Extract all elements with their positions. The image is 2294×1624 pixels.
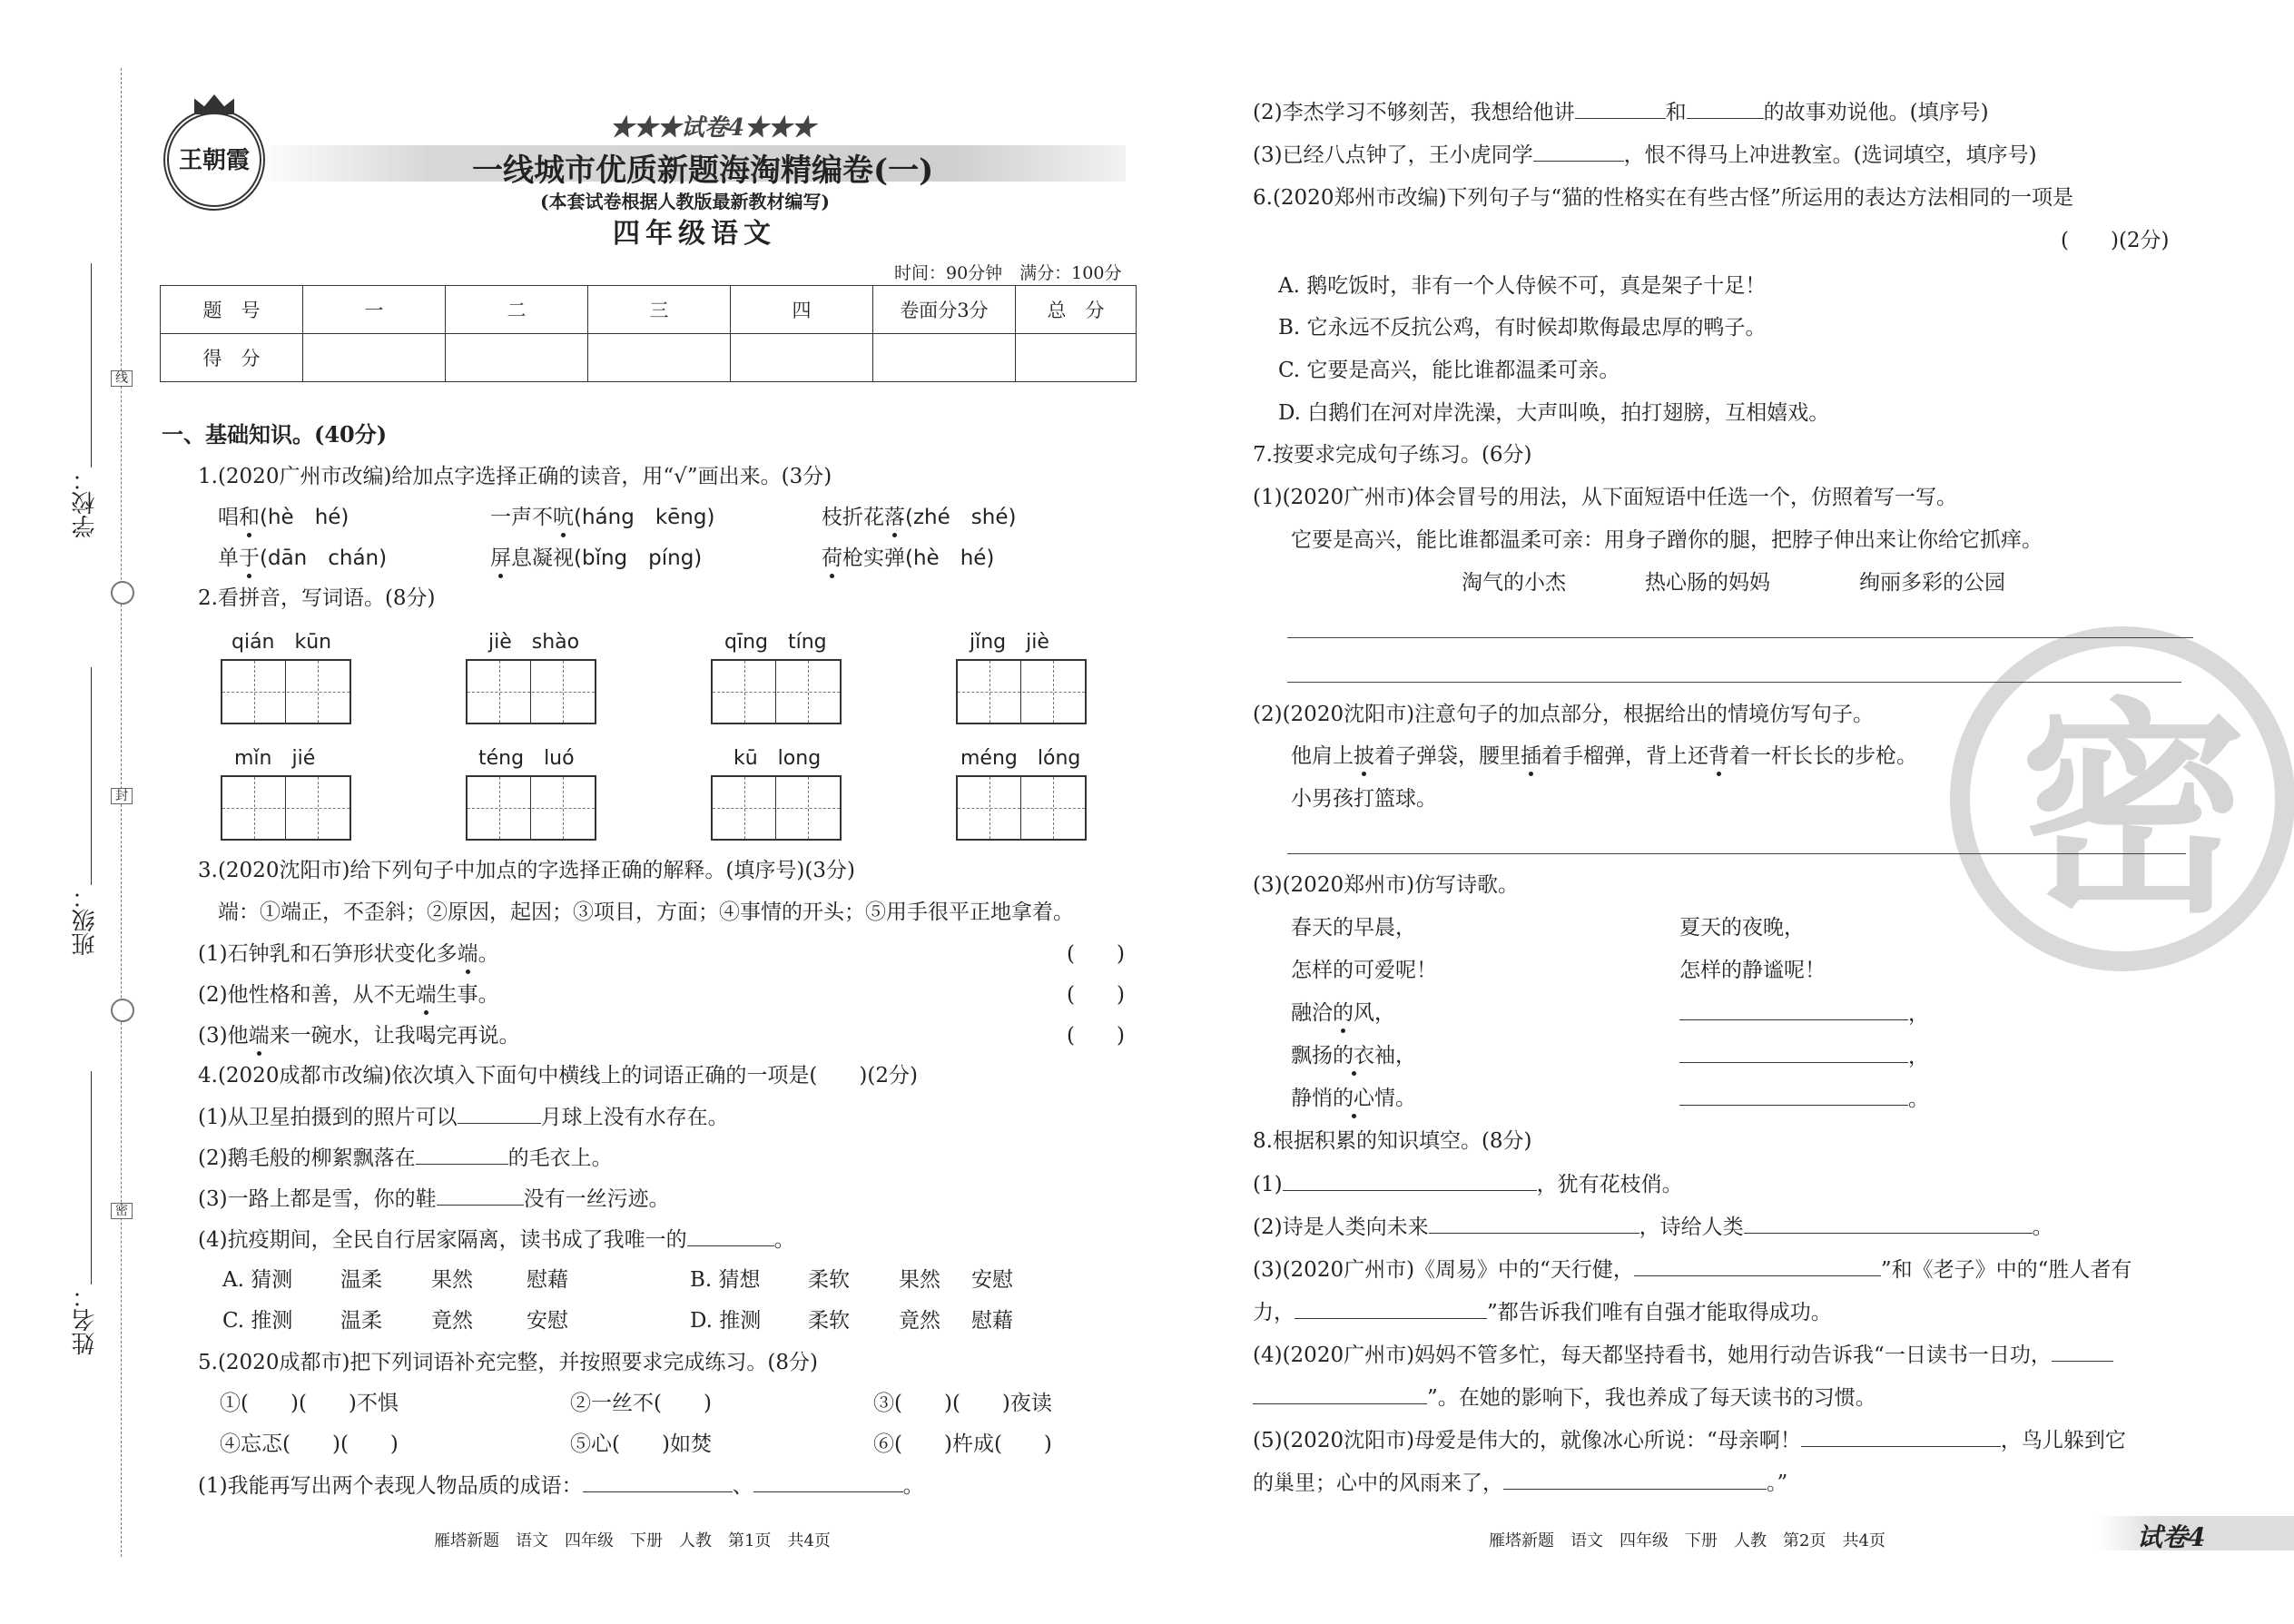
- fill-blank[interactable]: [583, 1471, 733, 1492]
- q4-stem: 4.(2020成都市改编)依次填入下面句中横线上的词语正确的一项是( )(2分): [198, 1064, 918, 1088]
- score-label-cell: 得 分: [161, 334, 303, 382]
- paper-subject: 四年级语文: [613, 218, 776, 250]
- q4-option[interactable]: D. 推测 柔软 竟然 慰藉: [690, 1309, 1013, 1333]
- q6-option[interactable]: D. 白鹅们在河对岸洗澡，大声叫唤，拍打翅膀，互相嬉戏。: [1278, 401, 1830, 425]
- writing-grid[interactable]: [711, 659, 842, 724]
- poem-line: 夏天的夜晚，: [1679, 916, 1805, 940]
- q3-item: (1)石钟乳和石笋形状变化多端。: [198, 942, 499, 966]
- q3-item: (2)他性格和善，从不无端生事。: [198, 983, 499, 1007]
- q7-sub2-prompt: 小男孩打篮球。: [1291, 787, 1437, 811]
- score-table-row: [161, 334, 1137, 382]
- poem-fill-line: 。: [1679, 1085, 1929, 1113]
- crown-icon: [194, 94, 234, 114]
- binding-tag-feng: 封: [111, 788, 133, 804]
- score-header-cell: 一: [303, 286, 446, 334]
- fill-blank[interactable]: [687, 1225, 774, 1246]
- school-label: 学校：: [72, 468, 99, 538]
- fill-blank[interactable]: [437, 1185, 524, 1206]
- score-input-cell[interactable]: [303, 334, 446, 382]
- q8-item: 的巢里；心中的风雨来了， 。”: [1253, 1469, 1787, 1497]
- pinyin-label: qīng tíng: [724, 631, 827, 654]
- q8-item: (4)(2020广州市)妈妈不管多忙，每天都坚持看书，她用行动告诉我“一日读书一日功，: [1253, 1341, 2113, 1369]
- q8-item: (3)(2020广州市)《周易》中的“天行健， ”和《老子》中的“胜人者有: [1253, 1255, 2132, 1284]
- q5-sub1: (1)我能再写出两个表现人物品质的成语： 、 。: [198, 1471, 924, 1500]
- q8-stem: 8.根据积累的知识填空。(8分): [1253, 1129, 1532, 1153]
- q6-stem: 6.(2020郑州市改编)下列句子与“猫的性格实在有些古怪”所运用的表达方法相同的一项是: [1253, 186, 2073, 210]
- q8-item: (1) ，犹有花枝俏。: [1253, 1170, 1683, 1198]
- fill-blank[interactable]: [753, 1471, 903, 1492]
- q4-option[interactable]: B. 猜想 柔软 果然 安慰: [690, 1268, 1013, 1292]
- corner-tag-text: 试卷4: [2137, 1522, 2206, 1552]
- poem-line: 静悄的心情。: [1291, 1087, 1416, 1110]
- q5-item[interactable]: ⑥( )杵成( ): [873, 1432, 1052, 1456]
- q8-item: ”。在她的影响下，我也养成了每天读书的习惯。: [1253, 1383, 1876, 1412]
- q7-sub2-example: 他肩上披着子弹袋，腰里插着手榴弹，背上还背着一杆长长的步枪。: [1291, 744, 1917, 768]
- corner-tag: [2097, 1516, 2294, 1550]
- q7-sub1-example: 它要是高兴，能比谁都温柔可亲：用身子蹭你的腿，把脖子伸出来让你给它抓痒。: [1291, 528, 2043, 552]
- school-field[interactable]: [91, 263, 92, 468]
- q7-sub3: (3)(2020郑州市)仿写诗歌。: [1253, 873, 1520, 897]
- answer-paren[interactable]: ( ): [1067, 1024, 1125, 1048]
- score-input-cell[interactable]: [1016, 334, 1137, 382]
- binding-ornament-icon: [111, 581, 134, 605]
- stamp-char: 密: [2020, 676, 2247, 943]
- fill-blank[interactable]: [1295, 1298, 1487, 1319]
- fill-blank[interactable]: [1634, 1255, 1881, 1276]
- pinyin-label: mǐn jié: [234, 747, 316, 770]
- score-input-cell[interactable]: [446, 334, 588, 382]
- q5-item[interactable]: ②一丝不( ): [570, 1392, 712, 1415]
- class-label: 班级：: [72, 885, 99, 956]
- fill-blank[interactable]: [1253, 1383, 1427, 1404]
- score-header-cell: 题 号: [161, 286, 303, 334]
- pinyin-label: jǐng jiè: [970, 631, 1049, 654]
- q5-item[interactable]: ③( )( )夜读: [873, 1392, 1052, 1415]
- q7-sub2: (2)(2020沈阳市)注意句子的加点部分，根据给出的情境仿写句子。: [1253, 703, 1875, 726]
- header-logo: [163, 109, 265, 211]
- writing-grid[interactable]: [711, 775, 842, 841]
- answer-paren[interactable]: ( ): [1067, 942, 1125, 966]
- q1-item: 唱和(hè hé): [218, 506, 350, 529]
- writing-grid[interactable]: [221, 775, 351, 841]
- poem-line: 飘扬的衣袖，: [1291, 1044, 1416, 1068]
- q7-choice: 热心肠的妈妈: [1645, 571, 1770, 595]
- q5-item[interactable]: ④忘忑( )( ): [220, 1432, 399, 1456]
- pinyin-label: téng luó: [478, 747, 575, 770]
- q6-option[interactable]: B. 它永远不反抗公鸡，有时候却欺侮最忠厚的鸭子。: [1278, 316, 1767, 340]
- q6-score[interactable]: ( )(2分): [2061, 229, 2170, 252]
- score-header-cell: 二: [446, 286, 588, 334]
- q4-item: (1)从卫星拍摄到的照片可以 月球上没有水存在。: [198, 1103, 729, 1131]
- paper-number: ★★★试卷4★★★: [610, 114, 816, 142]
- score-header-cell: 三: [588, 286, 731, 334]
- paper-title: 一线城市优质新题海淘精编卷(一): [472, 153, 934, 189]
- name-label: 姓名：: [72, 1284, 99, 1355]
- q4-option[interactable]: C. 推测 温柔 竟然 安慰: [222, 1309, 568, 1333]
- fill-blank[interactable]: [2052, 1341, 2113, 1362]
- q1-stem: 1.(2020广州市改编)给加点字选择正确的读音，用“√”画出来。(3分): [198, 465, 832, 488]
- fill-blank[interactable]: [1679, 999, 1908, 1020]
- poem-line: 春天的早晨，: [1291, 916, 1416, 940]
- fill-blank[interactable]: [1679, 1042, 1908, 1063]
- q3-item: (3)他端来一碗水，让我喝完再说。: [198, 1024, 520, 1048]
- q6-option[interactable]: A. 鹅吃饭时，非有一个人侍候不可，真是架子十足！: [1278, 274, 1767, 298]
- writing-grid[interactable]: [956, 775, 1087, 841]
- score-table-header-row: [161, 286, 1137, 334]
- fill-blank[interactable]: [458, 1103, 541, 1124]
- class-field[interactable]: [91, 667, 92, 885]
- binding-tag-xian: 线: [111, 370, 133, 387]
- q6-option[interactable]: C. 它要是高兴，能比谁都温柔可亲。: [1278, 359, 1620, 382]
- fill-blank[interactable]: [416, 1144, 508, 1165]
- poem-line: 怎样的可爱呢！: [1291, 959, 1437, 982]
- q5-sub3: (3)已经八点钟了，王小虎同学 ，恨不得马上冲进教室。(选词填空，填序号): [1253, 141, 2037, 169]
- fill-blank[interactable]: [1687, 98, 1764, 119]
- writing-grid[interactable]: [466, 775, 596, 841]
- q7-sub1: (1)(2020广州市)体会冒号的用法，从下面短语中任选一个，仿照着写一写。: [1253, 486, 1958, 509]
- answer-line[interactable]: [1287, 637, 2193, 638]
- score-input-cell[interactable]: [873, 334, 1016, 382]
- poem-line: 怎样的静谧呢！: [1679, 959, 1826, 982]
- section1-title: 一、基础知识。(40分): [162, 421, 388, 448]
- q4-item: (2)鹅毛般的柳絮飘落在 的毛衣上。: [198, 1144, 613, 1172]
- secret-stamp-watermark: [1950, 626, 2294, 971]
- q8-item: (2)诗是人类向未来 ，诗给人类 。: [1253, 1213, 2053, 1241]
- q7-stem: 7.按要求完成句子练习。(6分): [1253, 443, 1532, 467]
- q5-stem: 5.(2020成都市)把下列词语补充完整，并按照要求完成练习。(8分): [198, 1351, 819, 1374]
- writing-grid[interactable]: [466, 659, 596, 724]
- q5-item[interactable]: ⑤心( )如焚: [570, 1432, 712, 1456]
- score-header-cell: 四: [731, 286, 873, 334]
- fill-blank[interactable]: [1429, 1213, 1639, 1234]
- q1-item: 枝折花落(zhé shé): [822, 506, 1017, 529]
- pinyin-label: jiè shào: [488, 631, 580, 654]
- q4-option[interactable]: A. 猜测 温柔 果然 慰藉: [222, 1268, 568, 1292]
- score-header-cell: 卷面分3分: [873, 286, 1016, 334]
- q7-choice: 淘气的小杰: [1462, 571, 1566, 595]
- score-table: [160, 285, 1137, 382]
- poem-fill-line: ，: [1679, 1042, 1929, 1070]
- pinyin-label: méng lóng: [960, 747, 1081, 770]
- poem-fill-line: ，: [1679, 999, 1929, 1028]
- binding-tag-mi: 密: [111, 1203, 133, 1219]
- score-header-cell: 总 分: [1016, 286, 1137, 334]
- pinyin-label: kū long: [733, 747, 822, 770]
- q2-stem: 2.看拼音，写词语。(8分): [198, 586, 436, 610]
- q7-choice: 绚丽多彩的公园: [1859, 571, 2005, 595]
- fill-blank[interactable]: [1801, 1426, 2001, 1447]
- score-input-cell[interactable]: [588, 334, 731, 382]
- binding-dashed-line: [121, 68, 122, 1557]
- writing-grid[interactable]: [221, 659, 351, 724]
- page-footer-right: 雁塔新题 语文 四年级 下册 人教 第2页 共4页: [1489, 1531, 1885, 1550]
- q3-stem: 3.(2020沈阳市)给下列句子中加点的字选择正确的解释。(填序号)(3分): [198, 859, 855, 882]
- poem-line: 融洽的风，: [1291, 1001, 1395, 1025]
- q5-item[interactable]: ①( )( )不惧: [220, 1392, 399, 1415]
- fill-blank[interactable]: [1283, 1170, 1537, 1191]
- q1-item: 荷枪实弹(hè hé): [822, 546, 995, 570]
- q4-item: (3)一路上都是雪，你的鞋 没有一丝污迹。: [198, 1185, 670, 1213]
- q1-item: 屏息凝视(bǐng píng): [490, 546, 703, 570]
- q1-item: 单于(dān chán): [218, 546, 388, 570]
- fill-blank[interactable]: [1679, 1085, 1908, 1106]
- pinyin-label: qián kūn: [231, 631, 332, 654]
- writing-grid[interactable]: [956, 659, 1087, 724]
- paper-subtitle: (本套试卷根据人教版最新教材编写): [540, 191, 830, 212]
- q1-item: 一声不吭(háng kēng): [490, 506, 715, 529]
- fill-blank[interactable]: [1503, 1469, 1767, 1490]
- q5-sub2: (2)李杰学习不够刻苦，我想给他讲 和 的故事劝说他。(填序号): [1253, 98, 1989, 126]
- page-footer-left: 雁塔新题 语文 四年级 下册 人教 第1页 共4页: [434, 1531, 831, 1550]
- score-input-cell[interactable]: [731, 334, 873, 382]
- q8-item: (5)(2020沈阳市)母爱是伟大的，就像冰心所说：“母亲啊！ ，鸟儿躲到它: [1253, 1426, 2126, 1454]
- answer-line[interactable]: [1287, 682, 2181, 683]
- logo-text: 王朝霞: [178, 147, 250, 174]
- q4-item: (4)抗疫期间，全民自行居家隔离，读书成了我唯一的 。: [198, 1225, 795, 1254]
- q3-definition: 端：①端正，不歪斜；②原因，起因；③项目，方面；④事情的开头；⑤用手很平正地拿着。: [218, 901, 1074, 924]
- answer-line[interactable]: [1287, 853, 2186, 854]
- name-field[interactable]: [91, 1071, 92, 1284]
- binding-margin: [0, 0, 163, 1624]
- fill-blank[interactable]: [1744, 1213, 2033, 1234]
- binding-ornament-icon: [111, 999, 134, 1022]
- fill-blank[interactable]: [1533, 141, 1624, 162]
- time-info: 时间：90分钟 满分：100分: [894, 263, 1122, 283]
- answer-paren[interactable]: ( ): [1067, 983, 1125, 1007]
- fill-blank[interactable]: [1575, 98, 1666, 119]
- q8-item: 力， ”都告诉我们唯有自强才能取得成功。: [1253, 1298, 1832, 1326]
